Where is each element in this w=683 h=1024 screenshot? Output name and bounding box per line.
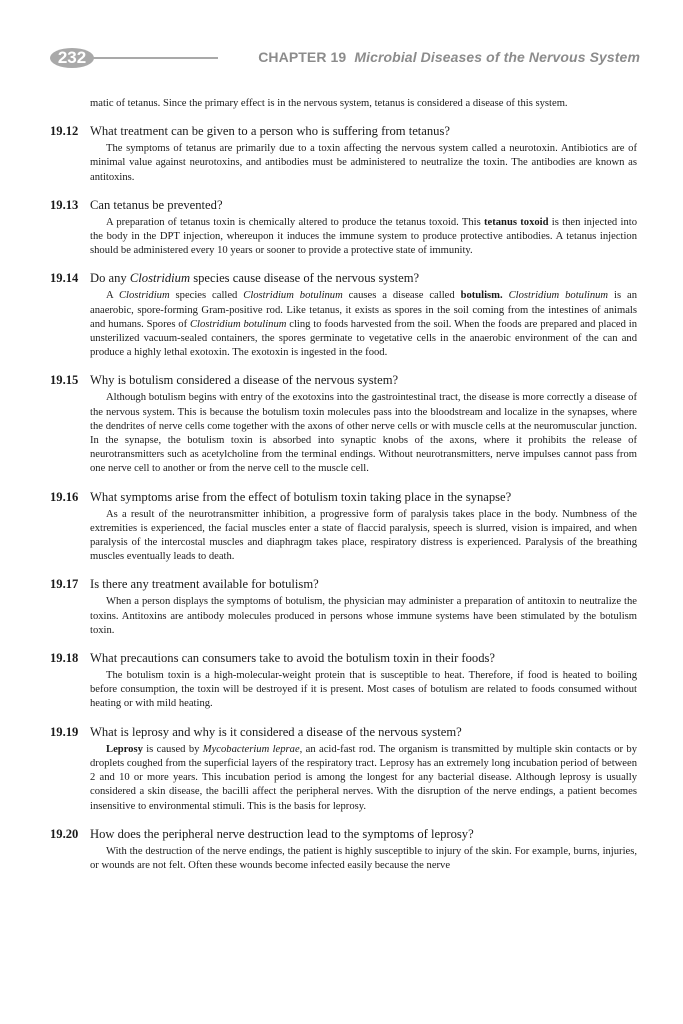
question-number: 19.17 bbox=[50, 577, 79, 592]
italic-term: Clostridium bbox=[129, 271, 191, 286]
question-number: 19.16 bbox=[50, 489, 79, 504]
answer-text: Although botulism begins with entry of the exotoxins into the gastrointestinal tract, the disease is more correctly a disease of the nervous system. This is because the botulism toxin molecules pass into the bloodstream and localize in the synapses, where the dendrites of nerve cells come together with the axons of other nerve cells or with muscle cells at the neuromuscular junction. In the synapse, the botulism toxin is absorbed into synaptic knobs of the axons, where it prohibits the release of neurotransmitters such as acetylcholine from the terminal endings. Without neurotransmitters, nerve impulses cannot pass from one nerve cell to another or from the nerve cell to the muscle cell. bbox=[90, 392, 637, 475]
qa-block bbox=[50, 650, 637, 712]
question-number: 19.14 bbox=[50, 271, 79, 286]
qa-block bbox=[50, 270, 637, 360]
qa-block bbox=[50, 826, 637, 873]
question-line bbox=[50, 576, 637, 592]
chapter-label: CHAPTER 19 bbox=[258, 49, 347, 65]
italic-term: Clostridium botulinum bbox=[243, 290, 343, 302]
answer-paragraph bbox=[90, 743, 637, 814]
question-line bbox=[50, 650, 637, 666]
qa-block bbox=[50, 489, 637, 565]
answer-paragraph bbox=[90, 391, 637, 476]
answer-text: causes a disease called bbox=[342, 290, 461, 302]
question-number: 19.18 bbox=[50, 651, 79, 666]
question-text: How does the peripheral nerve destruction lead to the symptoms of leprosy? bbox=[90, 826, 474, 841]
answer-text: As a result of the neurotransmitter inhibition, a progressive form of paralysis takes place in the body. Numbness of the extremities is experienced, the facial muscles enter a state of flaccid paralysis, speech is slurred, vision is impaired, and when paralysis of the intercostal muscles and diaphragm takes place, respiratory distress is experienced. Paralysis of the breathing muscles eventually leads to death. bbox=[90, 508, 637, 563]
bold-term: tetanus toxoid bbox=[484, 216, 549, 228]
header-rule bbox=[90, 57, 218, 59]
question-text: Do any bbox=[90, 271, 130, 286]
question-text: Why is botulism considered a disease of the nervous system? bbox=[90, 373, 399, 388]
italic-term: Clostridium botulinum bbox=[189, 318, 287, 330]
question-text bbox=[90, 270, 637, 286]
answer-text: cling to foods harvested from the soil. When the foods are prepared and placed in unsterilized vacuum-sealed containers, the spores germinate to vegetative cells in the anaerobic environment of the can and produce a highly lethal exotoxin. The exotoxin is ingested in the food. bbox=[90, 318, 637, 359]
answer-text: When a person displays the symptoms of botulism, the physician may administer a preparation of antitoxin to neutralize the toxins. Antitoxins are antibody molecules produced in persons whose immune systems have been stimulated by the botulism toxin. bbox=[90, 596, 637, 636]
page-header bbox=[50, 46, 640, 70]
question-number: 19.13 bbox=[50, 197, 79, 212]
question-number: 19.20 bbox=[50, 826, 79, 841]
answer-text: species called bbox=[169, 290, 244, 302]
question-line bbox=[50, 123, 637, 139]
question-line bbox=[50, 826, 637, 842]
question-text: Is there any treatment available for botulism? bbox=[90, 577, 319, 592]
qa-block bbox=[50, 724, 637, 814]
italic-term: Mycobacterium leprae, bbox=[202, 743, 303, 755]
answer-paragraph bbox=[90, 595, 637, 638]
running-head bbox=[258, 49, 640, 65]
question-line bbox=[50, 197, 637, 213]
answer-text: The botulism toxin is a high-molecular-weight protein that is susceptible to heat. Therefore, if food is heated to boiling before consumption, the toxin will be destroyed if it is present. Most cases of botulism are related to foods consumed without heating or with mild heating. bbox=[90, 670, 637, 710]
qa-list bbox=[50, 123, 637, 873]
answer-paragraph bbox=[90, 142, 637, 185]
answer-paragraph bbox=[90, 669, 637, 712]
bold-term: botulism. bbox=[460, 290, 503, 302]
answer-text: With the destruction of the nerve endings, the patient is highly susceptible to injury of the skin. For example, burns, injuries, or wounds are not felt. Often these wounds become infected easily because the nerve bbox=[90, 845, 637, 871]
answer-text: an acid-fast rod. The organism is transmitted by multiple skin contacts or by droplets coughed from the superficial layers of the respiratory tract. Leprosy has an extremely long incubation period of between 2 and 10 or more years. This incubation period is among the longest for any bacterial disease. Although leprosy is usually considered a skin disease, the bacilli affect the peripheral nerves. With the disruption of the nerve endings, a patient becomes insensitive to environmental stimuli. This is the basis for leprosy. bbox=[90, 743, 637, 812]
qa-block bbox=[50, 576, 637, 638]
answer-text: is an anaerobic, spore-forming Gram-positive rod. Like tetanus, it exists as spores in the soil coming from the intestines of animals and humans. Spores of bbox=[90, 290, 637, 330]
question-number: 19.15 bbox=[50, 373, 79, 388]
answer-paragraph bbox=[90, 845, 637, 873]
qa-block bbox=[50, 197, 637, 259]
question-line bbox=[50, 372, 637, 388]
answer-text: is then injected into the body in the DPT injection, whereupon it induces the immune system to produce protective antibodies. A tetanus injection should be administered every 10 years or sooner to provide a protective state of immunity. bbox=[90, 216, 637, 257]
italic-term: Clostridium botulinum bbox=[508, 290, 609, 302]
answer-paragraph bbox=[90, 508, 637, 565]
question-text: What symptoms arise from the effect of botulism toxin taking place in the synapse? bbox=[90, 489, 512, 504]
question-line bbox=[50, 724, 637, 740]
page-body bbox=[50, 97, 637, 873]
answer-text: The symptoms of tetanus are primarily due to a toxin affecting the nervous system called a neurotoxin. Antibiotics are of minimal value against neurotoxins, and antibodies must be administered to neutralize the toxin. The antibodies are known as antitoxins. bbox=[90, 143, 637, 183]
answer-text: A bbox=[106, 290, 119, 302]
question-text: What is leprosy and why is it considered a disease of the nervous system? bbox=[90, 724, 462, 739]
answer-paragraph bbox=[90, 289, 637, 360]
chapter-title: Microbial Diseases of the Nervous System bbox=[354, 49, 640, 65]
question-text: What treatment can be given to a person who is suffering from tetanus? bbox=[90, 124, 450, 139]
question-text: Can tetanus be prevented? bbox=[90, 197, 223, 212]
answer-paragraph bbox=[90, 216, 637, 259]
question-text: species cause disease of the nervous system? bbox=[190, 271, 420, 286]
qa-block bbox=[50, 372, 637, 476]
italic-term: Clostridium bbox=[118, 290, 170, 302]
question-number: 19.12 bbox=[50, 124, 79, 139]
intro-paragraph: matic of tetanus. Since the primary effect is in the nervous system, tetanus is considered a disease of this system. bbox=[90, 98, 568, 109]
question-text: What precautions can consumers take to avoid the botulism toxin in their foods? bbox=[90, 651, 495, 666]
bold-term: Leprosy bbox=[106, 743, 143, 755]
qa-block bbox=[50, 123, 637, 185]
answer-text: A preparation of tetanus toxin is chemically altered to produce the tetanus toxoid. This bbox=[106, 216, 484, 228]
question-line bbox=[50, 489, 637, 505]
question-line bbox=[50, 270, 637, 286]
answer-text: is caused by bbox=[142, 743, 203, 755]
page-number-badge: 232 bbox=[50, 48, 94, 68]
question-number: 19.19 bbox=[50, 724, 79, 739]
